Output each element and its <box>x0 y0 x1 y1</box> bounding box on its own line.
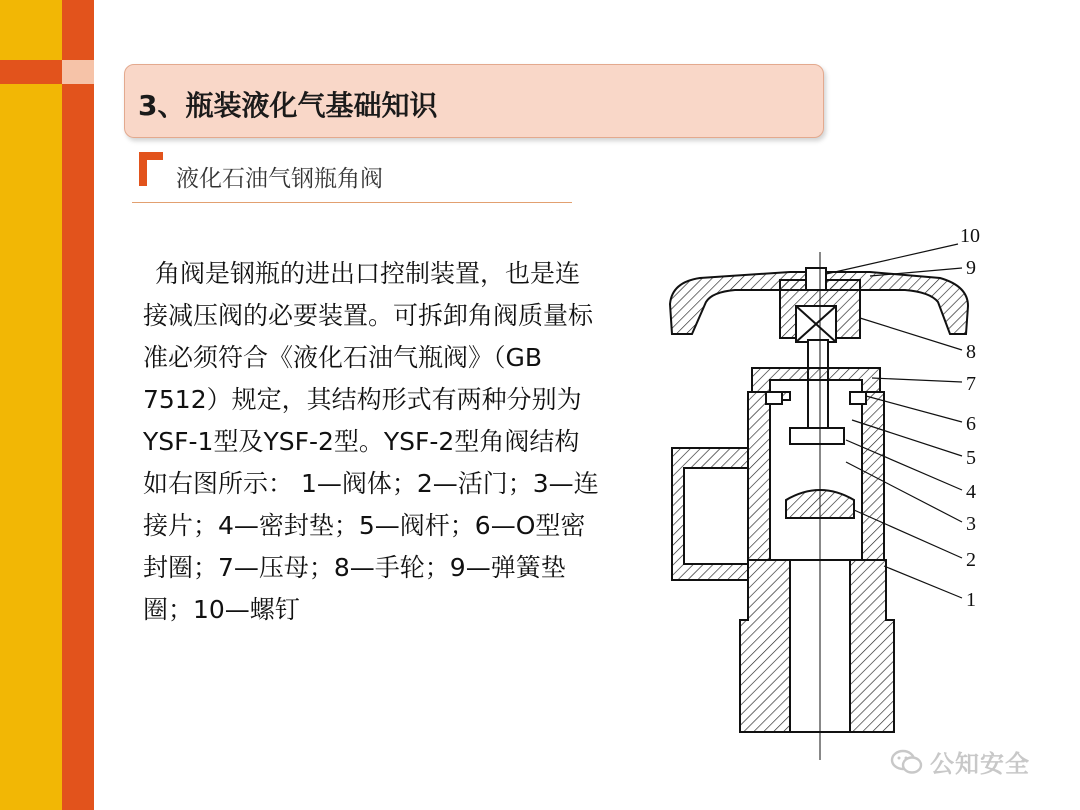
label-5: 5 <box>966 447 976 469</box>
side-inlet-bore <box>684 468 748 564</box>
left-orange-bar <box>62 0 94 810</box>
label-6: 6 <box>966 413 976 435</box>
label-10: 10 <box>960 225 980 247</box>
valve-diagram <box>656 214 986 774</box>
label-2: 2 <box>966 549 976 571</box>
left-band-accent <box>0 60 62 84</box>
seal-pad <box>766 392 782 404</box>
left-yellow-bar <box>0 0 62 810</box>
valve-body-upper <box>748 392 790 560</box>
valve-body-lower-right <box>850 560 894 732</box>
stem <box>808 340 828 430</box>
wechat-icon <box>890 748 924 776</box>
page-title: 3、瓶装液化气基础知识 <box>138 89 438 122</box>
screw <box>806 268 826 290</box>
body-paragraph: 角阀是钢瓶的进出口控制装置，也是连接减压阀的必要装置。可拆卸角阀质量标准必须符合《液化石油气瓶阀》（GB 7512）规定，其结构形式有两种分别为YSF-1型及YSF-2型。YSF-2型角阀结构如右图所示： 1—阀体；2—活门；3—连接片；4—密封垫；5—阀杆；6—O型密封圈；7—压母；8—手轮；9—弹簧垫圈；10—螺钉 <box>143 259 599 624</box>
label-3: 3 <box>966 513 976 535</box>
label-4: 4 <box>966 481 976 503</box>
valve-body-lower <box>740 560 790 732</box>
watermark <box>890 744 1030 779</box>
watermark-text: 公知安全 <box>930 750 1030 778</box>
label-7: 7 <box>966 373 976 395</box>
section-subtitle: 液化石油气钢瓶角阀 <box>176 166 383 192</box>
label-1: 1 <box>966 589 976 611</box>
label-8: 8 <box>966 341 976 363</box>
connecting-piece <box>790 428 844 444</box>
subtitle-corner-mark-top <box>139 152 163 160</box>
label-9: 9 <box>966 257 976 279</box>
subtitle-divider <box>132 202 572 203</box>
left-band-accent-light <box>62 60 94 84</box>
seal-pad-right <box>850 392 866 404</box>
